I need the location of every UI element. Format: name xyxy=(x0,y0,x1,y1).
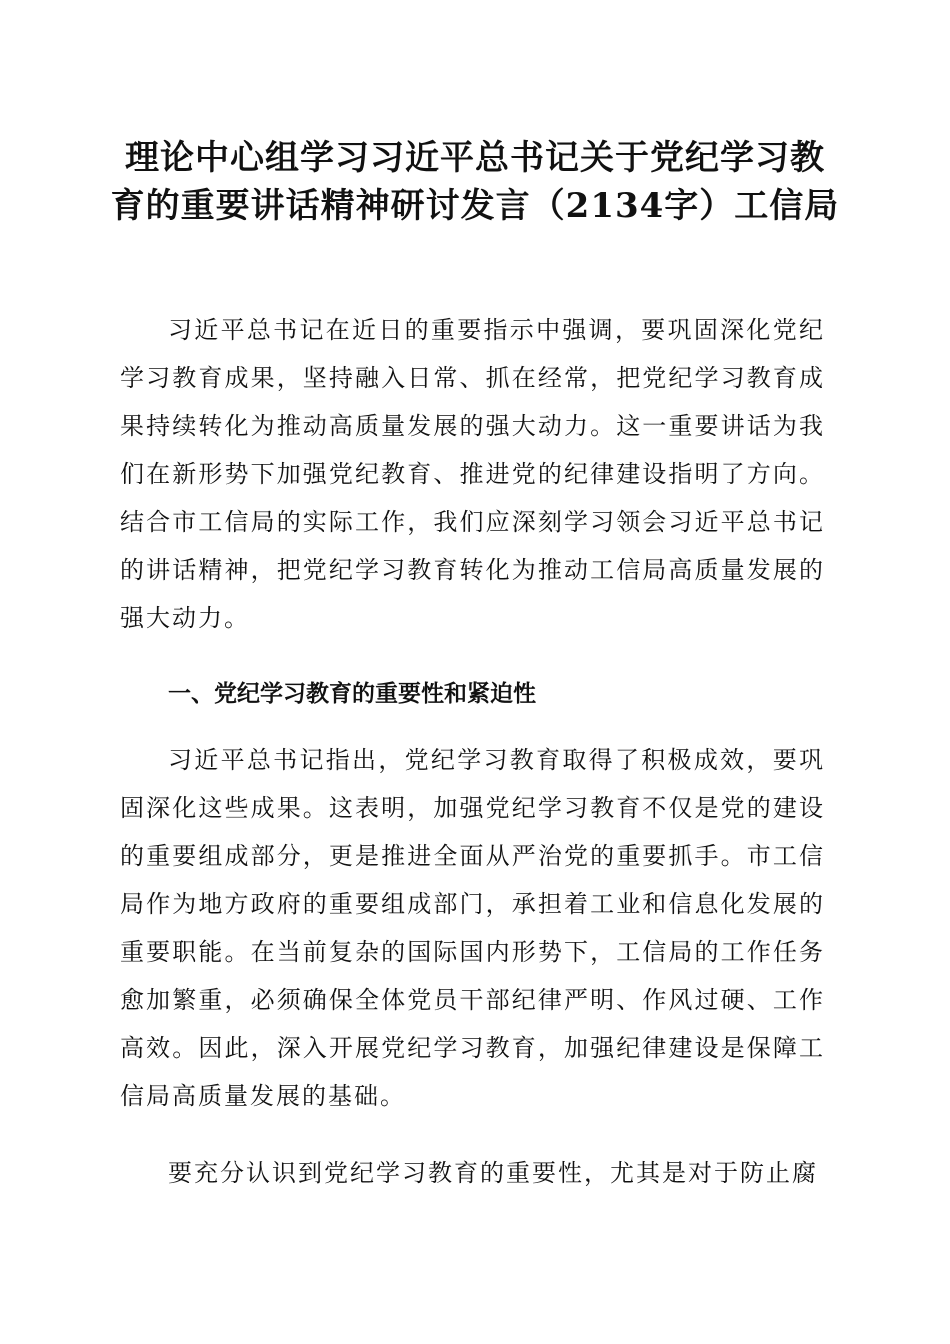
paragraph-section-1: 习近平总书记指出，党纪学习教育取得了积极成效，要巩固深化这些成果。这表明，加强党纪学习教育不仅是党的建设的重要组成部分，更是推进全面从严治党的重要抓手。市工信局作为地方政府的重要组成部门，承担着工业和信息化发展的重要职能。在当前复杂的国际国内形势下，工信局的工作任务愈加繁重，必须确保全体党员干部纪律严明、作风过硬、工作高效。因此，深入开展党纪学习教育，加强纪律建设是保障工信局高质量发展的基础。 xyxy=(120,746,825,1110)
document-title: 理论中心组学习习近平总书记关于党纪学习教育的重要讲话精神研讨发言（2134字）工信局 xyxy=(110,138,840,226)
paragraph-intro: 习近平总书记在近日的重要指示中强调，要巩固深化党纪学习教育成果，坚持融入日常、抓在经常，把党纪学习教育成果持续转化为推动高质量发展的强大动力。这一重要讲话为我们在新形势下加强党纪教育、推进党的纪律建设指明了方向。结合市工信局的实际工作，我们应深刻学习领会习近平总书记的讲话精神，把党纪学习教育转化为推动工信局高质量发展的强大动力。 xyxy=(120,316,825,632)
paragraph-section-1-continued: 要充分认识到党纪学习教育的重要性，尤其是对于防止腐 xyxy=(168,1159,818,1187)
section-heading-1: 一、党纪学习教育的重要性和紧迫性 xyxy=(168,681,536,707)
